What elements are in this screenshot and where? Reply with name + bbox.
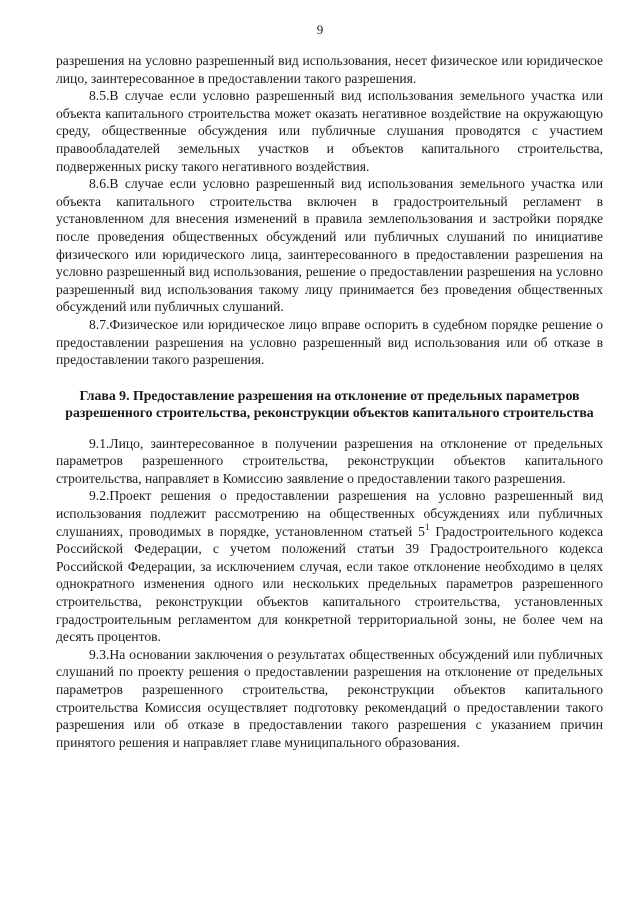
paragraph-9-3: 9.3.На основании заключения о результатах общественных обсуждений или публичных слушаний по проекту решения о предоставлении разрешения на отклонение от предельных параметров разрешенного строительства, реконструкции объектов капитального строительства Комиссия осуществляет подготовку рекомендаций о предоставлении такого разрешения или об отказе в предоставлении такого разрешения с указанием причин принятого решения и направляет главе муниципального образования. bbox=[56, 646, 603, 750]
paragraph-continuation: разрешения на условно разрешенный вид использования, несет физическое или юридическое лицо, заинтересованное в предоставлении такого разрешения. bbox=[56, 53, 603, 86]
paragraph-8-7: 8.7.Физическое или юридическое лицо вправе оспорить в судебном порядке решение о предоставлении разрешения на условно разрешенный вид использования или об отказе в предоставлении такого разрешения. bbox=[56, 316, 603, 368]
article-superscript: 1 bbox=[424, 521, 430, 532]
paragraph-9-2 bbox=[56, 487, 603, 645]
paragraph-9-2-part-2: Градостроительного кодекса Российской Федерации, с учетом положений статьи 39 Градостроительного кодекса Российской Федерации, за исключением случая, если такое отклонение необходимо в целях однократного изменения одного или нескольких предельных параметров разрешенного строительства, реконструкции объектов капитального строительства, установленных градостроительным регламентом для конкретной территориальной зоны, не более чем на десять процентов. bbox=[56, 523, 603, 645]
paragraph-9-2-part-1: 9.2.Проект решения о предоставлении разрешения на условно разрешенный вид использования подлежит рассмотрению на общественных обсуждениях или публичных слушаниях, проводимых в порядке, установленном статьей 5 bbox=[56, 488, 603, 539]
chapter-title: Глава 9. Предоставление разрешения на отклонение от предельных параметров разрешенного строительства, реконструкции объектов капитального строительства bbox=[65, 387, 594, 420]
page-number: 9 bbox=[316, 22, 324, 37]
document-body bbox=[56, 52, 603, 751]
paragraph-8-6: 8.6.В случае если условно разрешенный вид использования земельного участка или объекта капитального строительства включен в градостроительный регламент в установленном для внесения изменений в правила землепользования и застройки порядке после проведения общественных обсуждений или публичных слушаний по инициативе физического или юридического лица, заинтересованного в предоставлении разрешения на условно разрешенный вид использования, решение о предоставлении разрешения на условно разрешенный вид использования такому лицу принимается без проведения общественных обсуждений или публичных слушаний. bbox=[56, 176, 603, 315]
paragraph-9-1: 9.1.Лицо, заинтересованное в получении разрешения на отклонение от предельных параметров разрешенного строительства, реконструкции объектов капитального строительства, направляет в Комиссию заявление о предоставлении такого разрешения. bbox=[56, 435, 603, 486]
paragraph-8-5: 8.5.В случае если условно разрешенный вид использования земельного участка или объекта капитального строительства может оказать негативное воздействие на окружающую среду, общественные обсуждения или публичные слушания проводятся с участием правообладателей земельных участков и объектов капитального строительства, подверженных риску такого негативного воздействия. bbox=[56, 88, 603, 174]
